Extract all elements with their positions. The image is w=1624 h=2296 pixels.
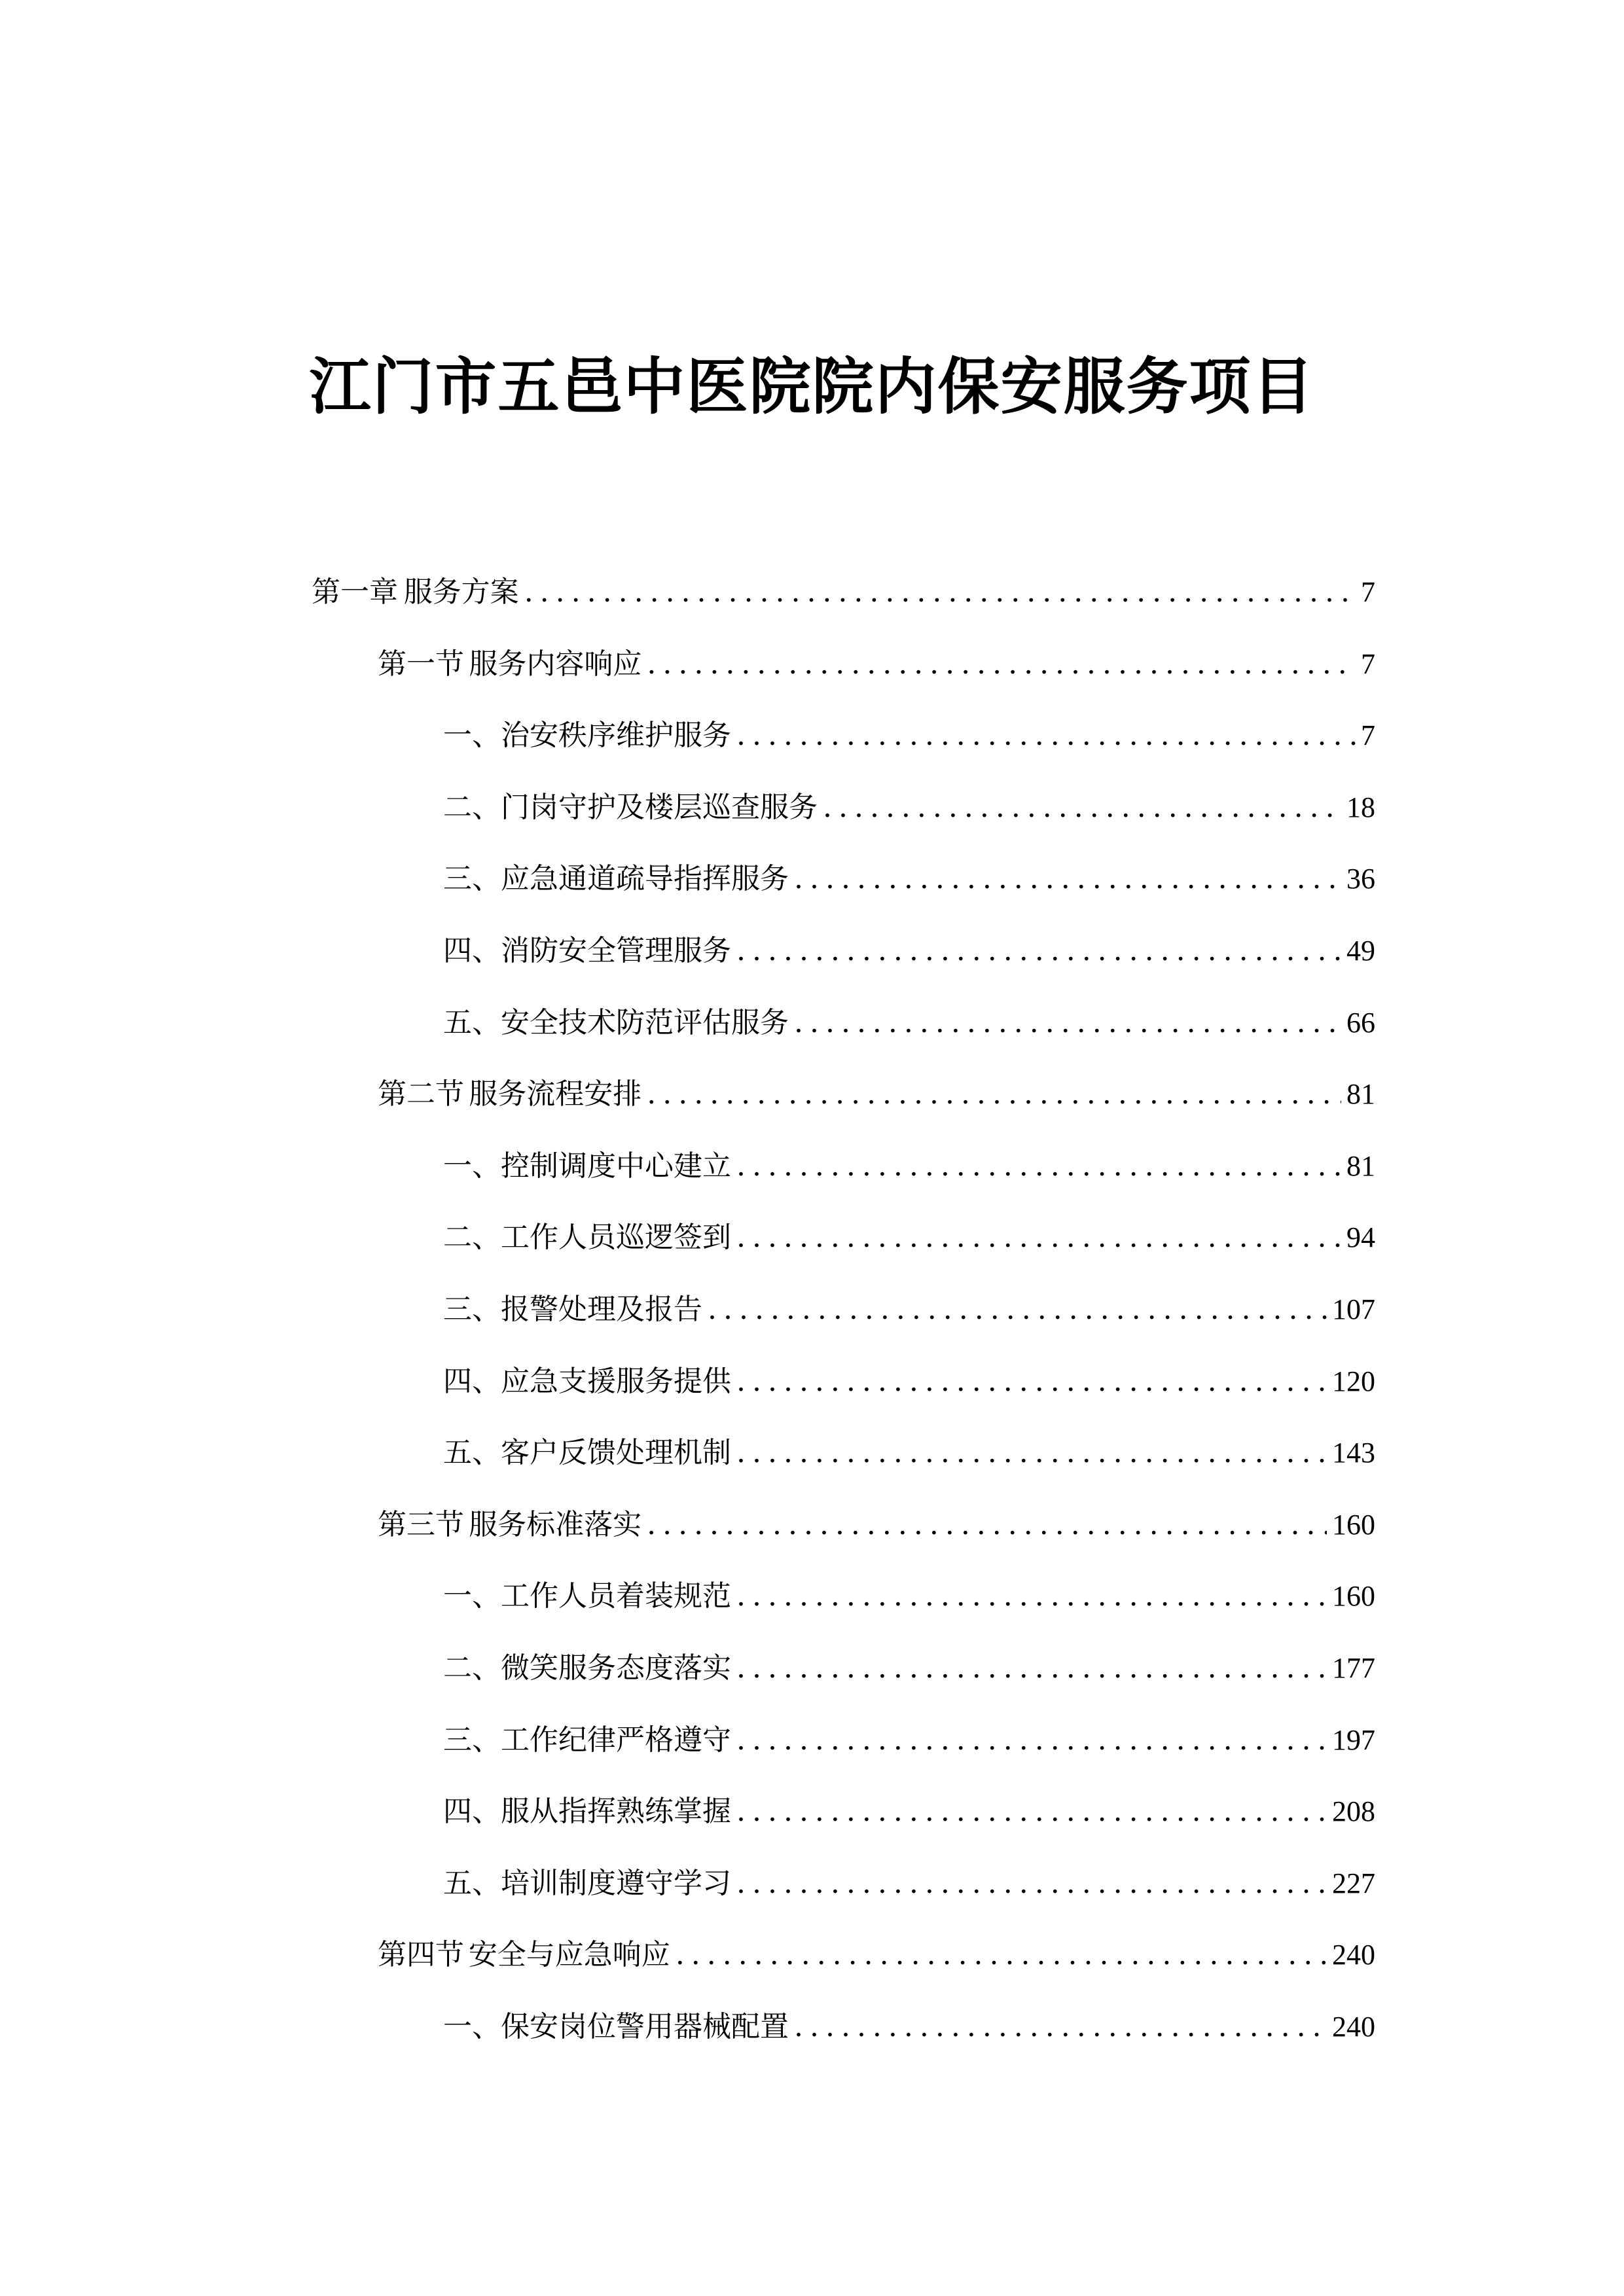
toc-entry-page: 143 [1332,1437,1375,1469]
toc-entry[interactable] [443,1859,1375,1899]
toc-entry-page: 81 [1346,1078,1375,1111]
toc-entry-number: 一、 [443,1149,501,1183]
dot-leader [647,1508,1327,1541]
toc-entry-page: 197 [1332,1723,1375,1756]
dot-leader [736,719,1356,752]
toc-entry-page: 227 [1332,1867,1375,1899]
toc-entry-label: 微笑服务态度落实 [501,1651,731,1685]
toc-entry-number: 二、 [443,1651,501,1685]
toc-entry[interactable] [443,855,1375,894]
toc-entry-number: 一、 [443,719,501,753]
toc-entry-prefix: 第一章 [312,575,398,609]
toc-entry-label: 客户反馈处理机制 [501,1436,731,1470]
dot-leader [524,575,1356,609]
dot-leader [736,1436,1327,1469]
toc-entry-label: 服务方案 [403,575,519,609]
toc-entry-label: 消防安全管理服务 [501,934,731,967]
toc-entry-number: 五、 [443,1866,501,1900]
toc-entry-label: 报警处理及报告 [501,1293,702,1326]
toc-entry-page: 7 [1361,647,1375,680]
toc-entry-number: 三、 [443,862,501,896]
dot-leader [823,791,1341,824]
toc-entry-number: 四、 [443,1364,501,1398]
toc-entry-label: 安全与应急响应 [468,1938,670,1972]
toc-entry-page: 36 [1346,863,1375,895]
toc-entry[interactable] [443,1572,1375,1611]
toc-entry-page: 240 [1332,1939,1375,1971]
toc-entry-page: 18 [1346,791,1375,823]
toc-entry-page: 81 [1346,1149,1375,1182]
toc-entry-page: 94 [1346,1221,1375,1254]
dot-leader [736,1221,1341,1254]
dot-leader [794,1006,1341,1039]
toc-entry-page: 160 [1332,1508,1375,1541]
toc-entry[interactable] [443,783,1375,823]
dot-leader [736,934,1341,967]
toc-entry-prefix: 第三节 [378,1507,464,1541]
dot-leader [736,1867,1327,1900]
toc-entry-page: 177 [1332,1652,1375,1684]
toc-entry[interactable] [443,2003,1375,2042]
toc-entry-page: 240 [1332,2011,1375,2043]
toc-entry-page: 66 [1346,1006,1375,1039]
toc-entry-label: 安全技术防范评估服务 [501,1005,789,1039]
toc-entry-label: 服务内容响应 [469,647,642,681]
toc-entry[interactable] [443,1787,1375,1827]
toc-entry-prefix: 第四节 [378,1938,464,1972]
toc-entry[interactable] [443,1716,1375,1755]
toc-entry-page: 7 [1361,719,1375,752]
toc-entry-label: 控制调度中心建立 [501,1149,731,1183]
toc-entry-label: 培训制度遵守学习 [501,1866,731,1900]
toc-entry[interactable] [443,1357,1375,1397]
dot-leader [794,862,1341,895]
dot-leader [736,1651,1327,1685]
toc-entry-number: 二、 [443,790,501,824]
toc-entry[interactable] [378,1070,1375,1109]
toc-entry-number: 一、 [443,1579,501,1613]
toc-entry-number: 四、 [443,934,501,967]
toc-entry-number: 三、 [443,1293,501,1326]
toc-entry-number: 五、 [443,1005,501,1039]
dot-leader [736,1723,1327,1757]
toc-entry-label: 应急通道疏导指挥服务 [501,862,789,896]
toc-entry[interactable] [443,1644,1375,1683]
toc-entry[interactable] [443,711,1375,751]
toc-entry[interactable] [378,1931,1375,1970]
dot-leader [736,1579,1327,1613]
toc-entry-label: 服务标准落实 [469,1507,642,1541]
toc-entry-number: 一、 [443,2010,501,2043]
toc-entry[interactable] [378,1501,1375,1540]
toc-entry-page: 208 [1332,1795,1375,1828]
toc-entry-number: 四、 [443,1795,501,1829]
dot-leader [647,1077,1341,1111]
toc-entry-number: 二、 [443,1221,501,1255]
toc-entry-label: 治安秩序维护服务 [501,719,731,753]
toc-entry-page: 160 [1332,1580,1375,1613]
toc-entry[interactable] [443,1429,1375,1468]
document-title: 江门市五邑中医院院内保安服务项目 [309,351,1315,423]
toc-entry-label: 服务流程安排 [469,1077,642,1111]
toc-entry[interactable] [443,1142,1375,1181]
toc-entry[interactable] [378,640,1375,679]
dot-leader [708,1293,1327,1326]
dot-leader [647,647,1356,681]
dot-leader [676,1938,1327,1971]
dot-leader [736,1149,1341,1183]
toc-entry[interactable] [312,568,1375,607]
dot-leader [736,1795,1327,1828]
toc-entry-label: 工作人员巡逻签到 [501,1221,731,1255]
toc-entry[interactable] [443,999,1375,1038]
toc-entry-label: 保安岗位警用器械配置 [501,2010,789,2043]
toc-entry[interactable] [443,927,1375,966]
toc-entry-prefix: 第一节 [378,647,464,681]
dot-leader [794,2010,1327,2043]
dot-leader [736,1365,1327,1398]
toc-entry-label: 工作人员着装规范 [501,1579,731,1613]
toc-entry-label: 门岗守护及楼层巡查服务 [501,790,818,824]
toc-entry-label: 服从指挥熟练掌握 [501,1795,731,1829]
toc-entry-page: 120 [1332,1365,1375,1397]
toc-entry-page: 7 [1361,576,1375,608]
toc-entry-page: 49 [1346,935,1375,967]
toc-entry-label: 应急支援服务提供 [501,1364,731,1398]
toc-entry-number: 五、 [443,1436,501,1470]
toc-entry[interactable] [443,1213,1375,1253]
toc-entry-label: 工作纪律严格遵守 [501,1723,731,1757]
toc-entry[interactable] [443,1285,1375,1325]
toc-entry-page: 107 [1332,1293,1375,1325]
toc-entry-number: 三、 [443,1723,501,1757]
toc-entry-prefix: 第二节 [378,1077,464,1111]
